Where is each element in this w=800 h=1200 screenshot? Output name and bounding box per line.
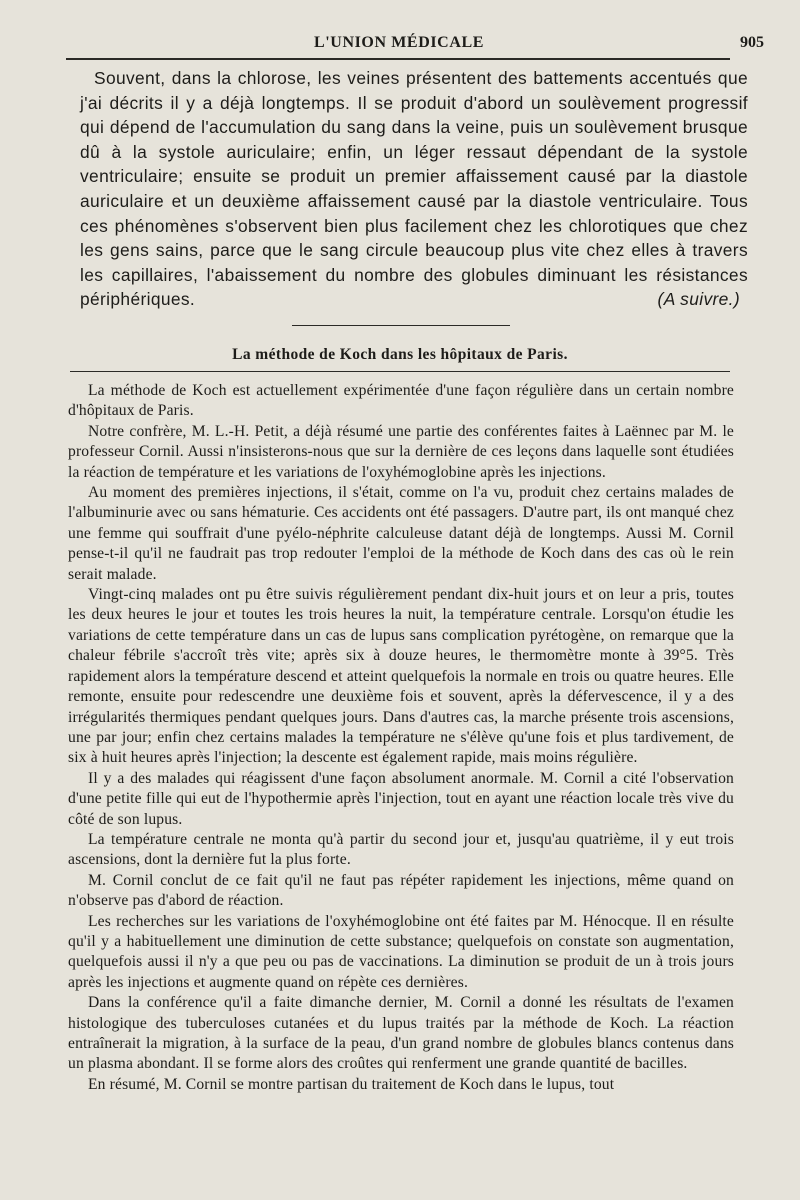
article-paragraph: En résumé, M. Cornil se montre partisan du traitement de Koch dans le lupus, tout (88, 1075, 615, 1093)
page-header (60, 30, 764, 58)
section-title: La méthode de Koch dans les hôpitaux de Paris. (232, 346, 568, 363)
article-paragraph: Au moment des premières injections, il s'était, comme on l'a vu, produit chez certains malades de l'albuminurie avec ou sans hématurie. Ces accidents ont été passagers. D'autre part, ils ont manqué chez une femme qui souffrait d'une pyélo-néphrite calculeuse datant déjà de longtemps. Aussi M. Cornil pense-t-il qu'il ne faudrait pas trop redouter l'emploi de la méthode de Koch dans des cas où le rein serait malade. (68, 484, 734, 583)
article-paragraph: Dans la conférence qu'il a faite dimanche dernier, M. Cornil a donné les résultats de l'examen histologique des tuberculoses cutanées et du lupus traités par la méthode de Koch. La réaction entraînerait la migration, à la surface de la peau, d'un grand nombre de globules blancs contenus dans un plasma abondant. Il se forme alors des croûtes qui renferment une grande quantité de bacilles. (68, 994, 734, 1073)
article-body (68, 381, 734, 1095)
page-number: 905 (740, 34, 764, 51)
article-paragraph: La température centrale ne monta qu'à partir du second jour et, jusqu'au quatrième, il y eut trois ascensions, dont la dernière fut la plus forte. (68, 830, 734, 869)
article-paragraph: La méthode de Koch est actuellement expérimentée d'une façon régulière dans un certain nombre d'hôpitaux de Paris. (68, 382, 734, 420)
section-divider (292, 325, 510, 326)
to-be-continued: (A suivre.) (657, 289, 740, 310)
article-paragraph: Il y a des malades qui réagissent d'une façon absolument anormale. M. Cornil a cité l'observation d'une petite fille qui eut de l'hypothermie après l'injection, tout en ayant une réaction locale très vive du côté de son lupus. (68, 769, 734, 828)
header-rule (66, 58, 730, 60)
article-paragraph: M. Cornil conclut de ce fait qu'il ne faut pas répéter rapidement les injections, même quand on n'observe pas d'abord de réaction. (68, 871, 734, 910)
intro-paragraph: Souvent, dans la chlorose, les veines présentent des battements accentués que j'ai décrits il y a déjà longtemps. Il se produit d'abord un soulèvement progressif qui dépend de l'accumulation du sang dans la veine, puis un soulèvement brusque dû à la systole auriculaire; enfin, un léger ressaut dépendant de la systole ventriculaire; ensuite se produit un premier affaissement causé par la diastole auriculaire et un deuxième affaissement causé par la diastole ventriculaire. Tous ces phénomènes s'observent bien plus facilement chez les chlorotiques que chez les gens sains, parce que le sang circule beaucoup plus vite chez elles à travers les capillaires, l'abaissement du nombre des globules diminuant les résistances périphériques. (80, 68, 748, 310)
running-title: L'UNION MÉDICALE (313, 34, 485, 51)
intro-section (80, 66, 748, 312)
article-paragraph: Les recherches sur les variations de l'oxyhémoglobine ont été faites par M. Hénocque. Il en résulte qu'il y a habituellement une diminution de cette substance; quelquefois on constate son augmentation, quelquefois aussi il n'y a que peu ou pas de vaccinations. La diminution se produit de un à trois jours après les injections et augmente quand on répète ces dernières. (68, 912, 734, 991)
section-title-rule (70, 371, 730, 372)
article-paragraph: Vingt-cinq malades ont pu être suivis régulièrement pendant dix-huit jours et on leur a pris, toutes les deux heures le jour et toutes les trois heures la nuit, la température centrale. Lorsqu'on étudie les variations de cette température dans un cas de lupus sans complication pyrétogène, on remarque que la chaleur fébrile s'accroît très vite; après six à douze heures, le thermomètre monte à 39°5. Très rapidement alors la température descend et atteint quelquefois la normale en trois ou quatre heures. Elle remonte, ensuite pour redescendre une deuxième fois et souvent, après la défervescence, il y a des irrégularités thermiques pendant quelques jours. Dans d'autres cas, la marche présente trois ascensions, une par jour; enfin chez certains malades la température ne s'élève qu'une fois et plus tardivement, de six à huit heures après l'injection; la descente est également rapide, mais moins régulière. (68, 586, 734, 767)
article-paragraph: Notre confrère, M. L.-H. Petit, a déjà résumé une partie des conférentes faites à Laënnec par M. le professeur Cornil. Aussi n'insisterons-nous que sur la dernière de ces leçons dans laquelle sont étudiées la réaction de température et les variations de l'oxyhémoglobine après les injections. (68, 422, 734, 481)
